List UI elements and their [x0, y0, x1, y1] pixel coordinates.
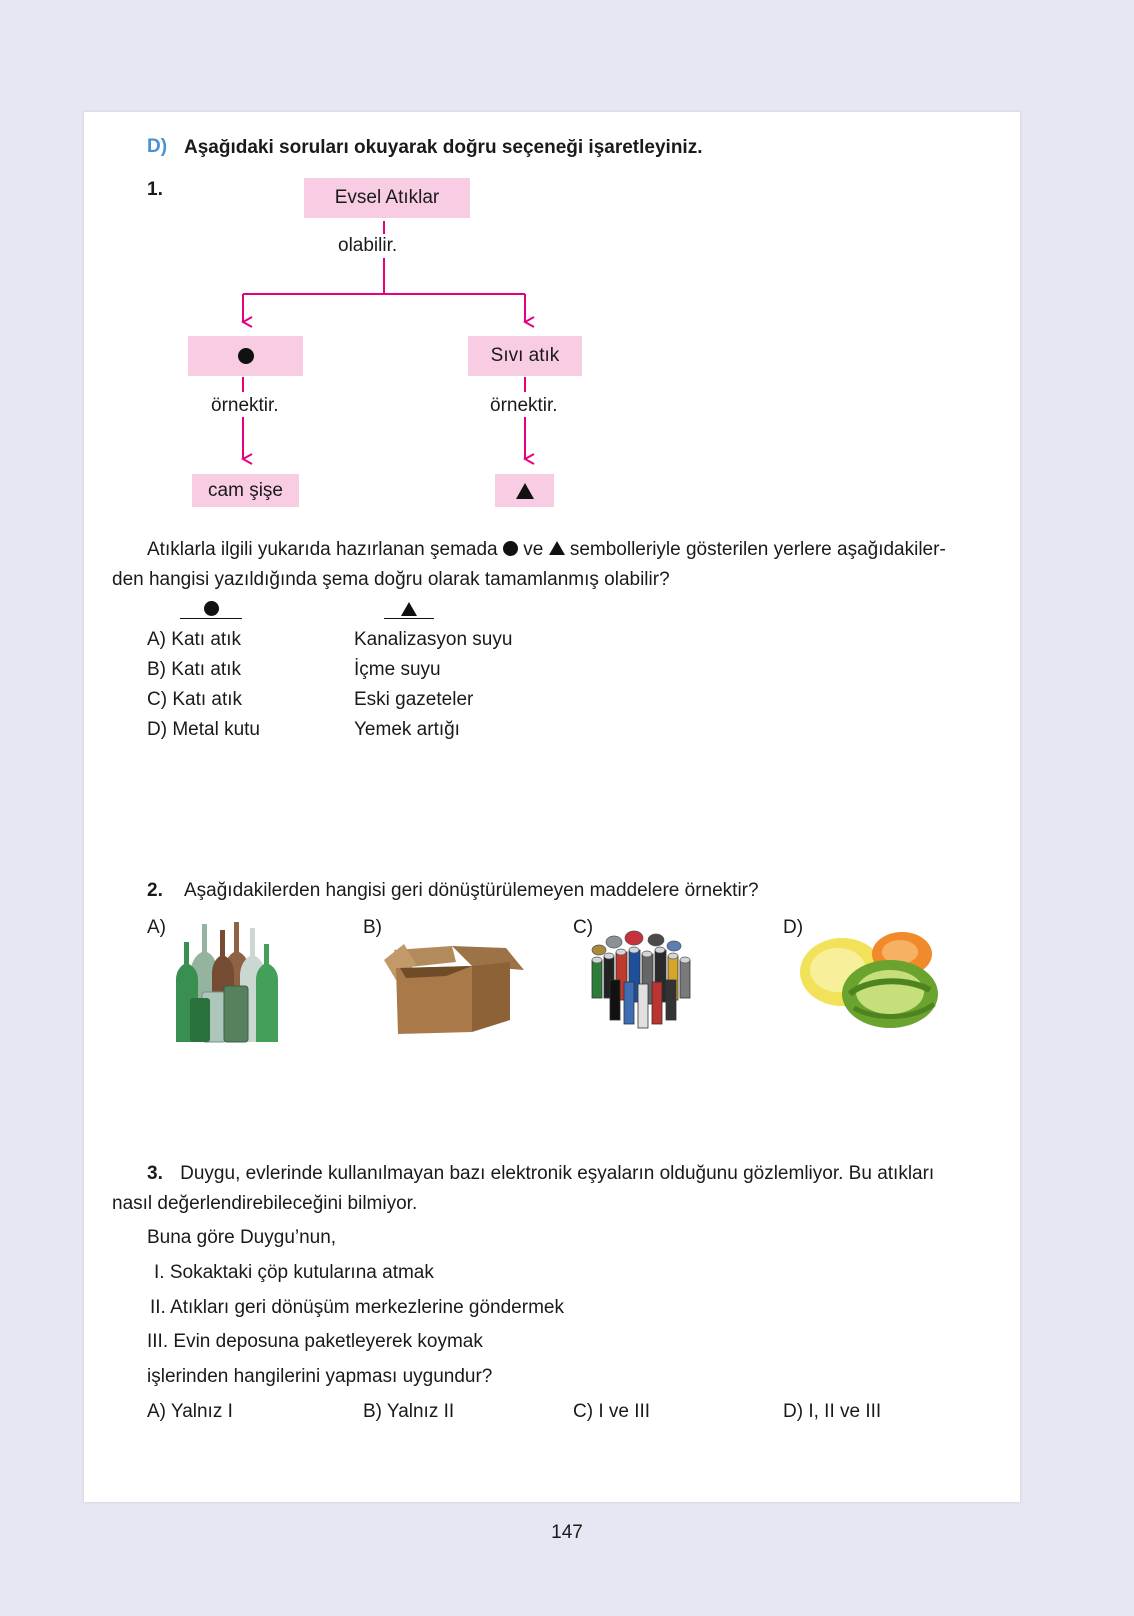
question-3-question: işlerinden hangilerini yapması uygundur? [147, 1366, 493, 1387]
q1-option-a-right: Kanalizasyon suyu [354, 629, 513, 650]
q2-option-c-label[interactable]: C) [573, 917, 594, 938]
diagram-left-link: örnektir. [211, 395, 279, 416]
q3-stem-line1-wrap [147, 1162, 934, 1186]
question-3-lead: Buna göre Duygu’nun, [147, 1227, 337, 1248]
q1-option-a-left: A) Katı atık [147, 629, 241, 650]
circle-symbol-icon [238, 348, 254, 364]
q1-stem-line2: den hangisi yazıldığında şema doğru olarak tamamlanmış olabilir? [112, 569, 670, 590]
column-circle-underline [180, 618, 242, 619]
q3-item-2: II. Atıkları geri dönüşüm merkezlerine göndermek [150, 1297, 564, 1318]
page-number: 147 [551, 1522, 583, 1543]
q1-diagram-connectors [84, 112, 1020, 532]
diagram-right-link: örnektir. [490, 395, 558, 416]
q3-option-a[interactable]: A) Yalnız I [147, 1401, 233, 1422]
question-2-number: 2. [147, 880, 163, 901]
question-2-stem: Aşağıdakilerden hangisi geri dönüştürülemeyen maddelere örnektir? [184, 880, 759, 901]
diagram-root-box [304, 178, 470, 218]
diagram-root-link: olabilir. [338, 235, 398, 256]
q1-stem-ve: ve [523, 539, 544, 560]
question-3-number: 3. [147, 1163, 163, 1184]
question-1-number: 1. [147, 179, 163, 200]
triangle-symbol-inline-icon [549, 541, 565, 555]
diagram-right-box [468, 336, 582, 376]
diagram-right-bottom-box [495, 474, 554, 507]
q1-stem-part2: sembolleriyle gösterilen yerlere aşağıdakiler- [569, 539, 946, 560]
fruit-peels-icon[interactable] [794, 920, 944, 1035]
q3-item-1: I. Sokaktaki çöp kutularına atmak [154, 1262, 434, 1283]
q3-option-d[interactable]: D) I, II ve III [783, 1401, 882, 1422]
q2-option-d-label[interactable]: D) [783, 917, 804, 938]
diagram-left-bottom-box [192, 474, 299, 507]
section-letter: D) [147, 136, 168, 157]
glass-bottles-icon[interactable] [172, 920, 282, 1050]
batteries-icon[interactable] [584, 920, 699, 1035]
diagram-left-box [188, 336, 303, 376]
q1-option-d-left: D) Metal kutu [147, 719, 260, 740]
worksheet-page [84, 112, 1020, 1502]
column-triangle-underline [384, 618, 434, 619]
triangle-symbol-icon [516, 483, 534, 499]
q2-option-b-label[interactable]: B) [363, 917, 382, 938]
question-3-stem-line1: Duygu, evlerinde kullanılmayan bazı elektronik eşyaların olduğunu gözlemliyor. Bu atıkları [180, 1163, 935, 1184]
q2-option-a-label[interactable]: A) [147, 917, 166, 938]
q1-stem-line1 [147, 538, 946, 562]
column-circle-icon [204, 601, 219, 616]
diagram-root-label: Evsel Atıklar [334, 187, 440, 208]
diagram-left-bottom-label: cam şişe [208, 479, 283, 501]
section-instruction: Aşağıdaki soruları okuyarak doğru seçeneği işaretleyiniz. [184, 137, 703, 158]
q3-item-3: III. Evin deposuna paketleyerek koymak [147, 1331, 483, 1352]
column-triangle-icon [401, 602, 417, 616]
circle-symbol-inline-icon [503, 541, 518, 556]
q3-option-c[interactable]: C) I ve III [573, 1401, 651, 1422]
q1-option-d-right: Yemek artığı [354, 719, 460, 740]
cardboard-box-icon[interactable] [376, 920, 526, 1040]
q1-option-c-left: C) Katı atık [147, 689, 243, 710]
q1-option-b-right: İçme suyu [354, 659, 441, 680]
q1-stem-part1: Atıklarla ilgili yukarıda hazırlanan şemada [147, 539, 498, 560]
diagram-right-box-label: Sıvı atık [490, 345, 560, 366]
question-3-stem-line2: nasıl değerlendirebileceğini bilmiyor. [112, 1193, 418, 1214]
q1-option-c-right: Eski gazeteler [354, 689, 474, 710]
q3-option-b[interactable]: B) Yalnız II [363, 1401, 455, 1422]
q1-option-b-left: B) Katı atık [147, 659, 241, 680]
